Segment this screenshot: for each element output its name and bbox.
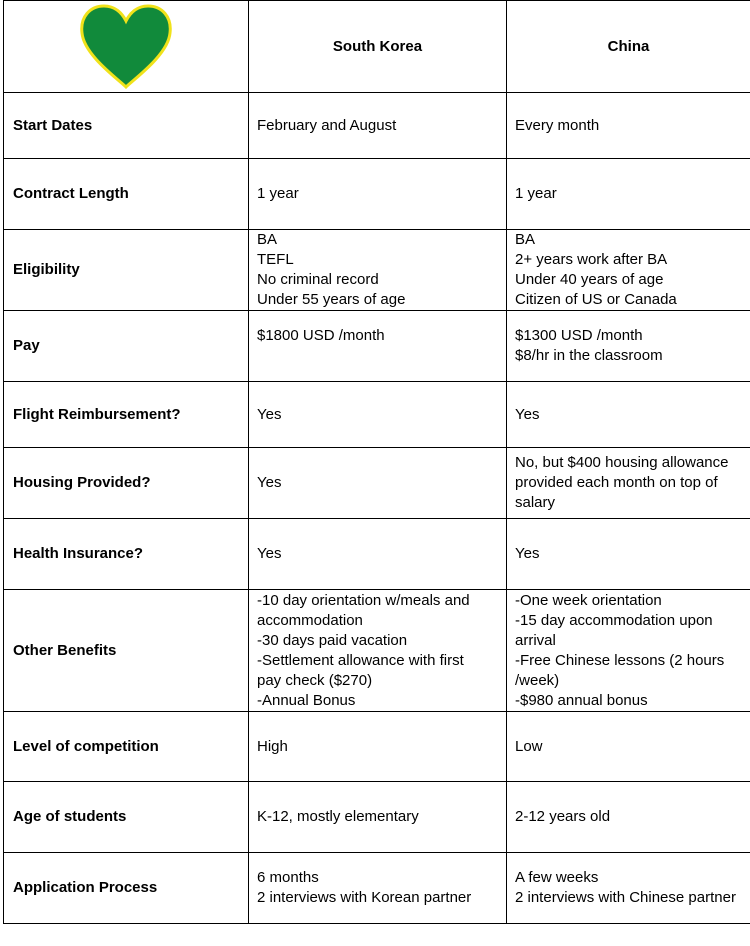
row-label-health-insurance: Health Insurance?: [4, 519, 249, 590]
cell-china: BA 2+ years work after BA Under 40 years of age Citizen of US or Canada: [507, 230, 750, 311]
cell-china: No, but $400 housing allowance provided each month on top of salary: [507, 448, 750, 519]
header-china: China: [507, 1, 750, 93]
cell-south-korea: K-12, mostly elementary: [249, 782, 507, 853]
cell-china: Yes: [507, 519, 750, 590]
header-row: [4, 1, 750, 93]
table-row: [4, 712, 750, 782]
header-south-korea: South Korea: [249, 1, 507, 93]
table-row: [4, 448, 750, 519]
cell-china: Yes: [507, 382, 750, 448]
table-row: [4, 519, 750, 590]
row-label-start-dates: Start Dates: [4, 93, 249, 159]
table-row: [4, 782, 750, 853]
cell-south-korea: 1 year: [249, 159, 507, 230]
table-row: [4, 230, 750, 311]
heart-icon: [78, 3, 174, 91]
row-label-contract-length: Contract Length: [4, 159, 249, 230]
row-label-other-benefits: Other Benefits: [4, 590, 249, 712]
cell-china: $1300 USD /month $8/hr in the classroom: [507, 311, 750, 382]
row-label-eligibility: Eligibility: [4, 230, 249, 311]
cell-south-korea: High: [249, 712, 507, 782]
table-row: [4, 382, 750, 448]
row-label-pay: Pay: [4, 311, 249, 382]
row-label-level-of-competition: Level of competition: [4, 712, 249, 782]
cell-china: -One week orientation -15 day accommodation upon arrival -Free Chinese lessons (2 hours /week) -$980 annual bonus: [507, 590, 750, 712]
cell-south-korea: BA TEFL No criminal record Under 55 years of age: [249, 230, 507, 311]
cell-china: 2-12 years old: [507, 782, 750, 853]
table-row: [4, 590, 750, 712]
comparison-table: [3, 0, 750, 924]
table-row: [4, 853, 750, 924]
row-label-housing-provided: Housing Provided?: [4, 448, 249, 519]
cell-south-korea: Yes: [249, 448, 507, 519]
row-label-application-process: Application Process: [4, 853, 249, 924]
table-row: [4, 159, 750, 230]
cell-south-korea: $1800 USD /month: [249, 311, 507, 382]
cell-south-korea: -10 day orientation w/meals and accommodation -30 days paid vacation -Settlement allowance with first pay check ($270) -Annual Bonus: [249, 590, 507, 712]
cell-south-korea: Yes: [249, 519, 507, 590]
cell-china: 1 year: [507, 159, 750, 230]
table-row: [4, 93, 750, 159]
logo-cell: [4, 1, 249, 93]
row-label-flight-reimbursement: Flight Reimbursement?: [4, 382, 249, 448]
cell-south-korea: Yes: [249, 382, 507, 448]
row-label-age-of-students: Age of students: [4, 782, 249, 853]
cell-china: A few weeks 2 interviews with Chinese partner: [507, 853, 750, 924]
cell-south-korea: 6 months 2 interviews with Korean partner: [249, 853, 507, 924]
cell-china: Every month: [507, 93, 750, 159]
cell-china: Low: [507, 712, 750, 782]
cell-south-korea: February and August: [249, 93, 507, 159]
table-row: [4, 311, 750, 382]
